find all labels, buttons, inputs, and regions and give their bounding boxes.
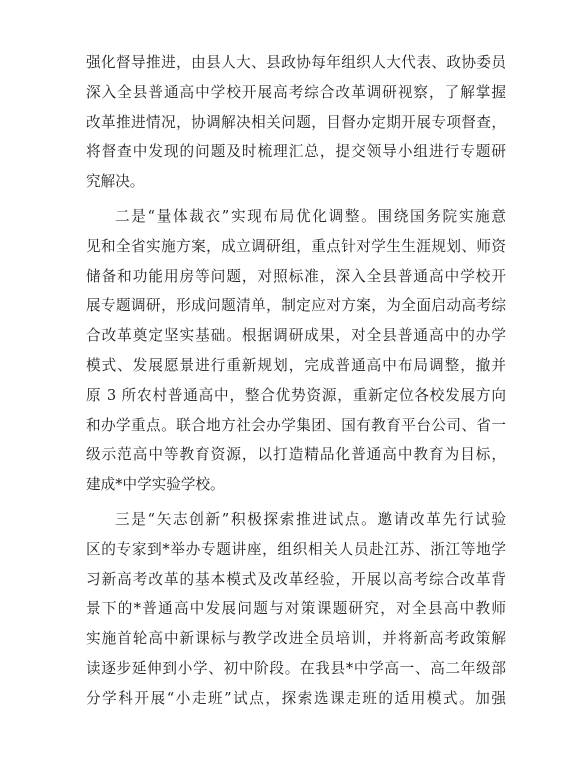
paragraph-2 (86, 202, 506, 500)
text-line: 建成*中学实验学校。 (86, 476, 225, 494)
text-line: 将督查中发现的问题及时梳理汇总，提交领导小组进行专题研 (86, 143, 506, 161)
text-line: 见和全省实施方案，成立调研组，重点针对学生生涯规划、师资 (86, 237, 506, 255)
text-line: 实施首轮高中新课标与教学改进全员培训，并将新高考政策解 (86, 630, 506, 648)
text-line: 深入全县普通高中学校开展高考综合改革调研视察，了解掌握 (86, 83, 506, 101)
text-line: 二是“量体裁衣”实现布局优化调整。围绕国务院实施意 (115, 207, 506, 225)
text-line: 级示范高中等教育资源，以打造精品化普通高中教育为目标， (86, 446, 506, 464)
text-line: 合改革奠定坚实基础。根据调研成果，对全县普通高中的办学 (86, 327, 506, 345)
text-line: 强化督导推进，由县人大、县政协每年组织人大代表、政协委员 (86, 54, 506, 71)
text-line: 储备和功能用房等问题，对照标准，深入全县普通高中学校开 (86, 267, 506, 285)
text-line: 读逐步延伸到小学、初中阶段。在我县*中学高一、高二年级部 (86, 659, 506, 677)
text-line: 和办学重点。联合地方社会办学集团、国有教育平台公司、省一 (86, 416, 506, 434)
text-line: 习新高考改革的基本模式及改革经验，开展以高考综合改革背 (86, 570, 506, 588)
paragraph-1 (86, 48, 506, 197)
text-line: 景下的*普通高中发展问题与对策课题研究，对全县高中教师 (86, 600, 506, 618)
text-line: 区的专家到*举办专题讲座，组织相关人员赴江苏、浙江等地学 (86, 540, 506, 558)
paragraph-3 (86, 505, 506, 714)
text-line: 模式、发展愿景进行重新规划，完成普通高中布局调整，撤并 (86, 356, 506, 374)
text-line: 分学科开展“小走班”试点，探索选课走班的适用模式。加强 (86, 689, 506, 707)
text-line: 究解决。 (86, 173, 145, 191)
text-line: 原 3 所农村普通高中，整合优势资源，重新定位各校发展方向 (86, 386, 506, 404)
document-body (86, 48, 506, 714)
text-line: 展专题调研，形成问题清单，制定应对方案，为全面启动高考综 (86, 297, 506, 315)
text-line: 三是“矢志创新”积极探索推进试点。邀请改革先行试验 (115, 510, 506, 528)
text-line: 改革推进情况，协调解决相关问题，目督办定期开展专项督查， (86, 113, 506, 131)
